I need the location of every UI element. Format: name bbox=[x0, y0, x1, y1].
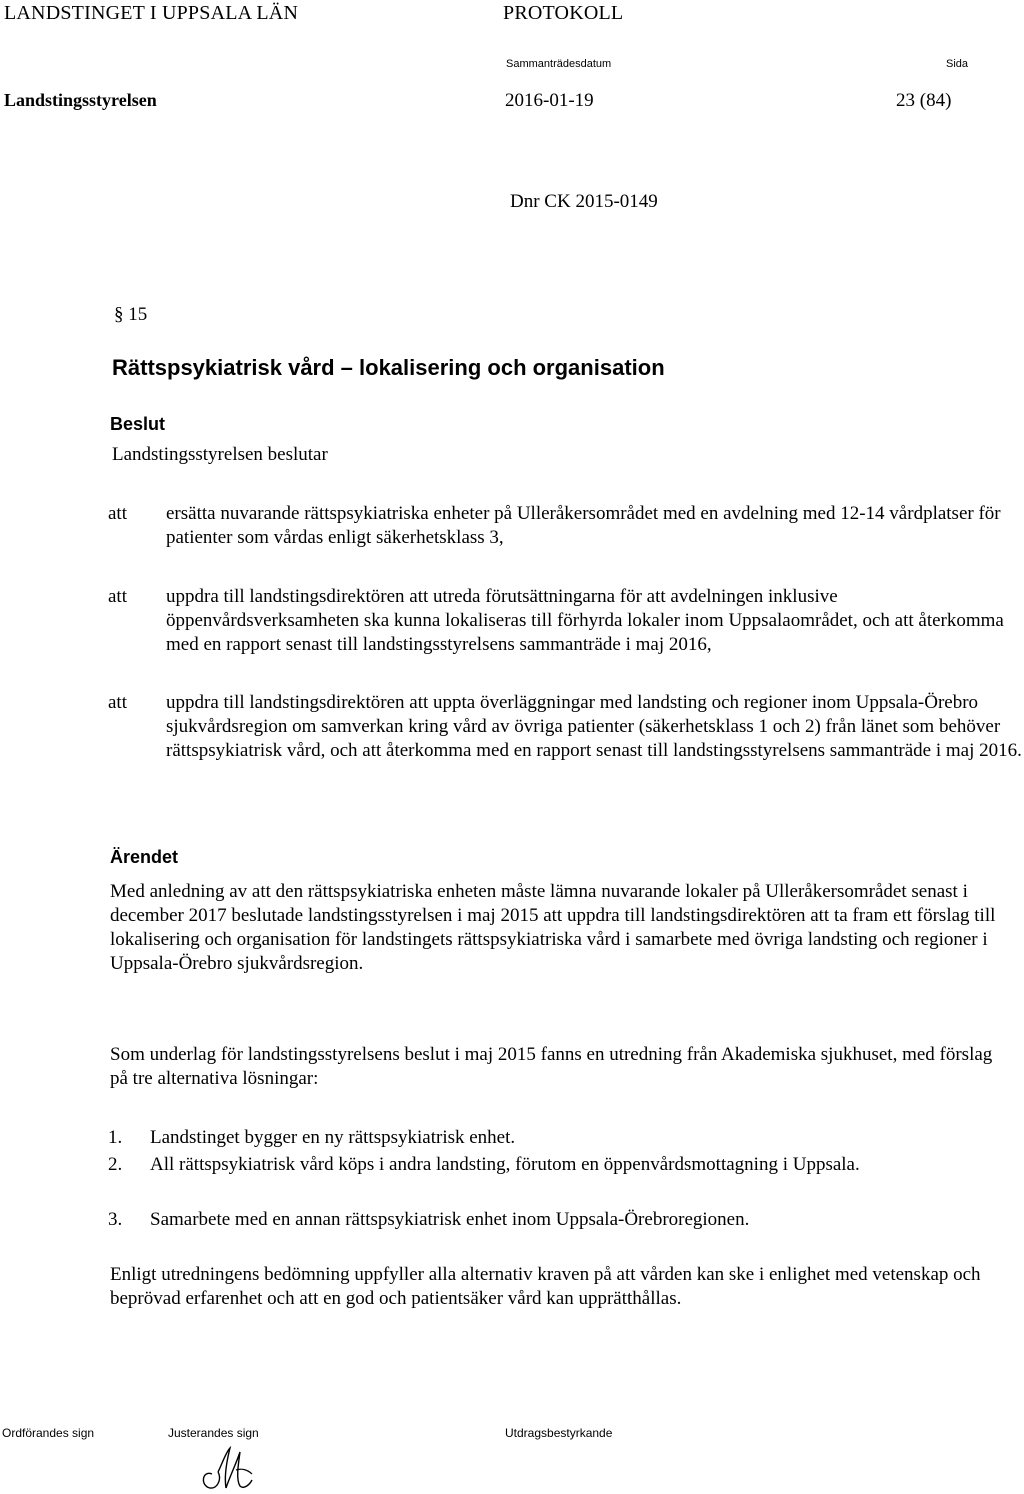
list-text: Samarbete med en annan rättspsykiatrisk enhet inom Uppsala-Örebroregionen. bbox=[150, 1209, 750, 1230]
list-text: Landstinget bygger en ny rättspsykiatrisk enhet. bbox=[150, 1127, 516, 1148]
adjuster-sign-label: Justerandes sign bbox=[168, 1426, 259, 1440]
decision-marker: att bbox=[108, 503, 127, 524]
list-text: All rättspsykiatrisk vård köps i andra landsting, förutom en öppenvårdsmottagning i Uppsala. bbox=[150, 1154, 860, 1175]
chair-sign-label: Ordförandes sign bbox=[2, 1426, 95, 1440]
beslut-intro: Landstingsstyrelsen beslutar bbox=[112, 444, 328, 465]
section-number: § 15 bbox=[114, 304, 148, 325]
meeting-date: 2016-01-19 bbox=[505, 90, 594, 111]
board-name: Landstingsstyrelsen bbox=[4, 90, 157, 110]
handwritten-initials bbox=[196, 1446, 256, 1492]
arendet-heading: Ärendet bbox=[110, 847, 179, 867]
decision-marker: att bbox=[108, 586, 127, 607]
arendet-paragraph-2: Som underlag för landstingsstyrelsens beslut i maj 2015 fanns en utredning från Akademiska sjukhuset, med förslag på tre alternativa lösningar: bbox=[110, 1044, 993, 1089]
decision-text: ersätta nuvarande rättspsykiatriska enheter på Ulleråkersområdet med en avdelning med 12-14 vårdplatser för patienter som vårdas enligt säkerhetsklass 3, bbox=[166, 503, 1001, 548]
organization-name: LANDSTINGET I UPPSALA LÄN bbox=[4, 2, 299, 24]
beslut-heading: Beslut bbox=[110, 414, 166, 434]
page-label: Sida bbox=[946, 58, 969, 70]
page-title: Rättspsykiatrisk vård – lokalisering och organisation bbox=[112, 355, 665, 380]
decision-marker: att bbox=[108, 692, 127, 713]
list-number: 2. bbox=[108, 1154, 123, 1175]
arendet-paragraph-3: Enligt utredningens bedömning uppfyller alla alternativ kraven på att vården kan ske i enlighet med vetenskap och beprövad erfarenhet och att en god och patientsäker vård kan upprätthållas. bbox=[110, 1264, 981, 1309]
document-type: PROTOKOLL bbox=[503, 2, 624, 24]
decision-text: uppdra till landstingsdirektören att utreda förutsättningarna för att avdelningen inklusive öppenvårdsverksamheten ska kunna lokaliseras till förhyrda lokaler inom Uppsalaområdet, och att återkomma med en rapport senast till landstingsstyrelsens sammanträde i maj 2016, bbox=[166, 586, 1004, 655]
decision-text: uppdra till landstingsdirektören att uppta överläggningar med landsting och regioner inom Uppsala-Örebro sjukvårdsregion om samverkan kring vård av övriga patienter (säkerhetsklass 1 och 2) från länet som behöver rättspsykiatrisk vård, och att återkomma med en rapport senast till landstingsstyrelsens sammanträde i maj 2016. bbox=[166, 692, 1022, 761]
date-label: Sammanträdesdatum bbox=[506, 58, 612, 70]
registration-number: Dnr CK 2015-0149 bbox=[510, 191, 658, 212]
page-number: 23 (84) bbox=[896, 90, 952, 111]
list-number: 3. bbox=[108, 1209, 123, 1230]
arendet-paragraph-1: Med anledning av att den rättspsykiatriska enheten måste lämna nuvarande lokaler på Ulleråkersområdet senast i december 2017 beslutade landstingsstyrelsen i maj 2015 att uppdra till landstingsdirektören att ta fram ett förslag till lokalisering och organisation för landstingets rättspsykiatriska vård i samarbete med övriga landsting och regioner i Uppsala-Örebro sjukvårdsregion. bbox=[110, 881, 996, 974]
certification-label: Utdragsbestyrkande bbox=[505, 1426, 613, 1440]
list-number: 1. bbox=[108, 1127, 123, 1148]
